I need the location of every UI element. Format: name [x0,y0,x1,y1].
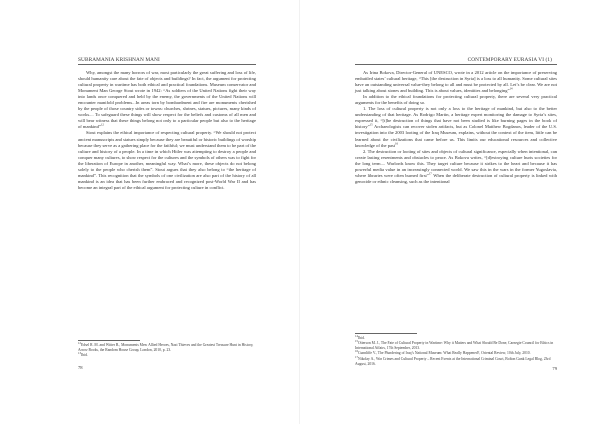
footnote: $^{13}$Ibid. [78,351,88,358]
footnote: $^{14}$Ibid. [355,334,365,341]
paragraph-text: 1. The loss of cultural property is not only a loss to the heritage of mankind, but also to the better understanding of that heritage. As Rodrigo Martin, a heritage expert monitoring the damage to Syria’s sites, expressed it, “[t]he destruction of things that have not been studied is like burning pages in the book of history” [355,106,557,130]
header-rule-right [355,64,557,65]
footnote: $^{17}$Nikolay A., War Crimes and Cultural Property – Recent Events at the International Criminal Court, Bolton Gunk Legal Blog, 23rd August, 2016. [355,354,551,366]
paragraph-text: As Irina Bokova, Director-General of UNESCO, wrote in a 2012 article on the importance of preserving embattled states’ cultural heritage, “This [the destruction in Syria] is a loss to all humanity. Some cultural sites have an outstanding universal value-they belong to all and must be protected by all. Let’s be clear. We are not just talking about stones and building. This is about values, identities and belonging” [355,70,557,94]
footnote: $^{12}$Edsel R. M. and Witter B., Monuments Men: Allied Heroes, Nazi Thieves and the Greatest Treasure Hunt in History, Arrow Books, the Random House Group, London, 2010, p. 23. [78,341,254,353]
page-number-right: 79 [552,366,557,371]
footnote-ref: 12 [100,122,104,127]
page-number-left: 78 [78,365,83,370]
body-paragraph [355,106,557,148]
paragraph-text: Stout explains the ethical importance of respecting cultural property. “We should not protect ancient manuscripts and statues simply because they are beautiful or historic buildings of worship because they serve as a gathering place for the faithful; we must understand them to be part of the culture and history of a people. In a time in which Hitler was attempting to destroy a people and conquer many cultures, to show respect for the cultures and the symbols of others was to fight for the liberation of Europe in another, meaningful way. What’s more, these objects do not belong solely to the people who cherish them”. Stout argues that they also belong to “the heritage of mankind”. This recognition that the symbols of one civilization are also part of the history of all mankind is an idea that has been further embraced and recognized post-World War II and has become an integral part of the ethical argument for protecting culture in conflict. [78,130,256,190]
footnotes-right [355,336,557,367]
right-page [300,0,600,424]
body-paragraph [355,94,557,106]
footnotes-left [78,343,256,358]
header-rule-left [78,64,256,65]
footnote: $^{16}$Cunnliffe V., The Plundering of Iraq’s National Museum: What Really Happened?, Oriental Review, 10th July, 2010. [355,349,531,356]
footnote-ref: 15 [369,122,373,127]
paragraph-text: Archaeologists can recover stolen artifacts, but as Colonel Matthew Bogdanos, leader of the U.S. investigation into the 2003 looting of the Iraq Museum, explains, without the context of the item, little can be learned about the civilizations that came before us. This limits our educational resources and collective knowledge of the past [355,124,557,148]
footnote-ref: 17 [428,171,432,176]
left-body-column [78,70,256,191]
paragraph-text: 2. The destruction or looting of sites and objects of cultural significance, especially when intentional, can create lasting resentments and obstacles to peace. As Bokova writes, “[d]estroying culture hurts societies for the long term.... Warlords know this. They target culture because it strikes to the heart and because it has powerful media value in an increasingly connected world. We saw this in the wars in the former Yugoslavia, where libraries were often burned first” [355,148,557,178]
running-header-left: SUBRAMANIA KRISHNAN MANI [78,57,160,63]
right-body-column [355,70,557,185]
footnote-rule-left [78,340,140,341]
paragraph-text: In addition to the ethical foundations for protecting cultural property, there are several very practical arguments for the benefits of doing so. [355,94,557,106]
running-header-right: CONTEMPORARY EURASIA VI (1) [467,57,552,63]
body-paragraph [355,70,557,94]
footnote: $^{15}$Otterson M. J., The Fate of Cultural Property in Wartime: Why it Matters and What Should Be Done, Carnegie Council for Ethics in International Affairs, 17th September, 2013. [355,339,554,351]
body-paragraph [78,130,256,190]
paragraph-text: When the deliberate destruction of cultural property is linked with genocide or ethnic cleansing, such as the intentional [355,172,557,184]
body-paragraph [355,149,557,185]
footnote-rule-right [355,333,417,334]
footnote-ref: 16 [395,141,399,146]
body-paragraph [78,70,256,130]
paragraph-text: Why, amongst the many horrors of war, most particularly the great suffering and loss of life, should humanity care about the fate of objects and buildings? In fact, the argument for protecting cultural property in wartime has both ethical and practical foundations. Museum conservator and Monument Man George Stout wrote in 1942: “As soldiers of the United Nations fight their way into lands once conquered and held by the enemy, the governments of the United Nations will encounter manifold problems...In areas torn by bombardment and fire are monuments cherished by the people of those country sides or towns: churches, shrines, statues, pictures, many kinds of works.... To safeguard these things will show respect for the beliefs and customs of all men and will bear witness that these things belong not only to a particular people but also to the heritage of mankind” [78,70,256,130]
footnote-ref: 14 [509,86,513,91]
